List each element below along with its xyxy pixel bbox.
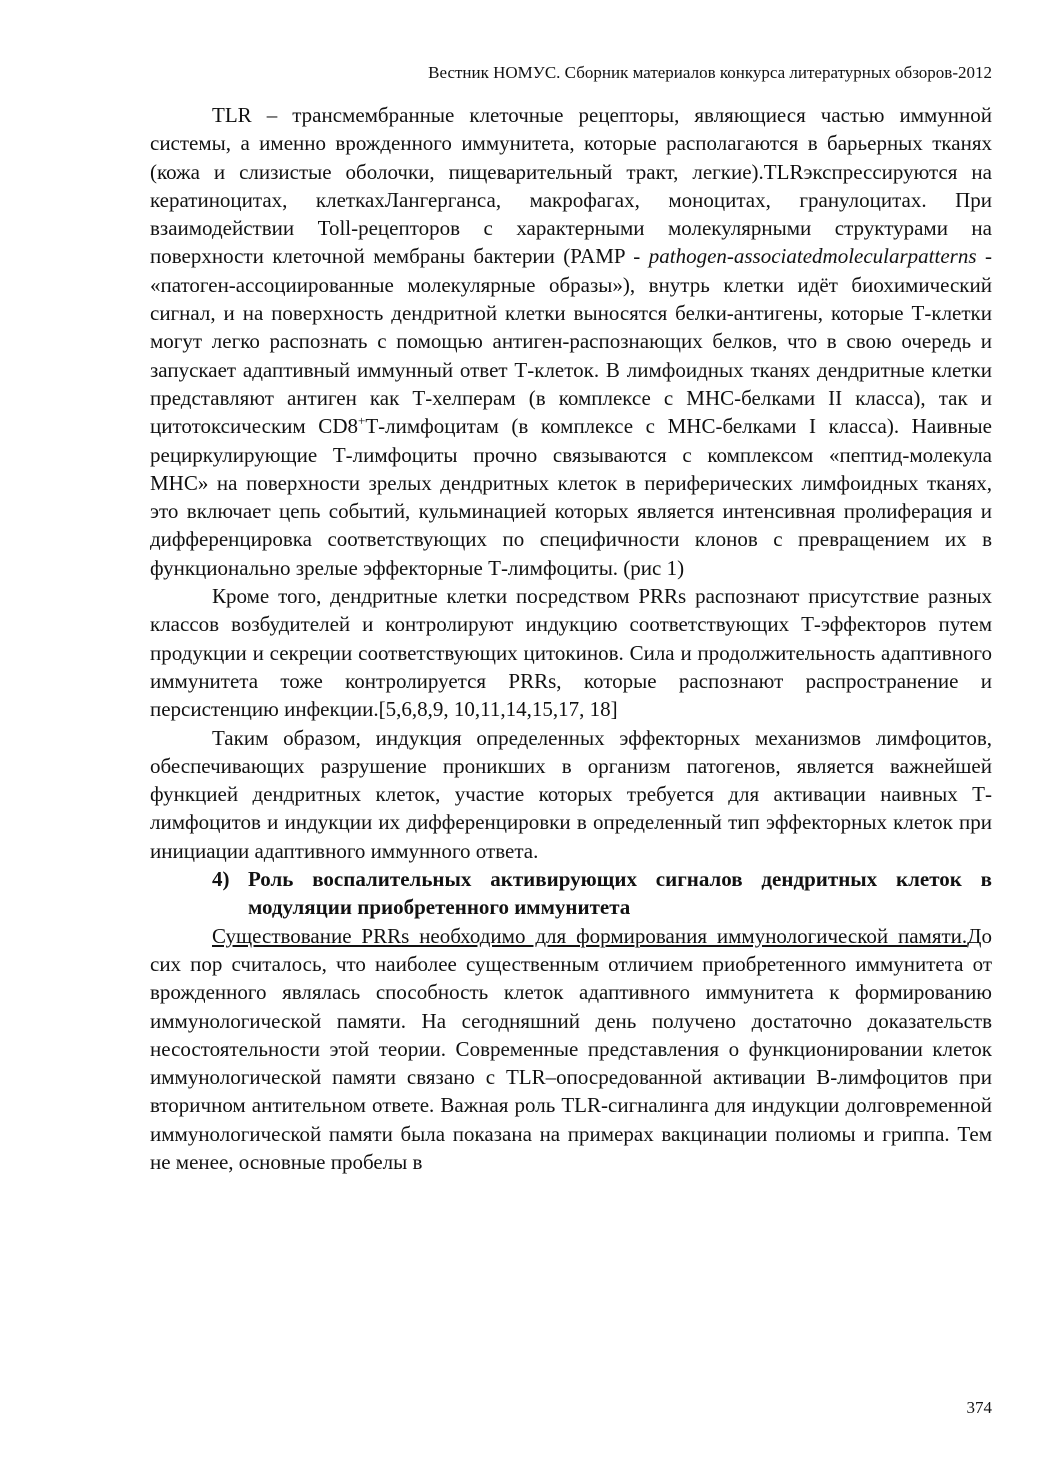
section-heading-text: Роль воспалительных активирующих сигналов дендритных клеток в модуляции приобретенного иммунитета: [248, 867, 992, 920]
paragraph-conclusion: Таким образом, индукция определенных эффекторных механизмов лимфоцитов, обеспечивающих разрушение проникших в организм патогенов, является важнейшей функцией дендритных клеток, участие которых требуется для активации наивных Т-лимфоцитов и индукции их дифференцировки в определенный тип эффекторных клеток при инициации адаптивного иммунного ответа.: [150, 725, 992, 863]
paragraph-prrs: Кроме того, дендритные клетки посредством PRRs распознают присутствие разных классов возбудителей и контролируют индукцию соответствующих Т-эффекторов путем продукции и секреции соответствующих цитокинов. Сила и продолжительность адаптивного иммунитета тоже контролируется PRRs, которые распознают распространение и персистенцию инфекции.[5,6,8,9, 10,11,14,15,17, 18]: [150, 584, 992, 722]
paragraph-tlr: [150, 101, 992, 582]
paragraph-memory: [150, 922, 992, 1177]
paragraph-tlr-italic-term: pathogen-associatedmolecularpatterns: [648, 244, 977, 269]
body-text: [150, 101, 992, 1176]
page-number: 374: [966, 1398, 992, 1417]
section-heading-number: 4): [212, 867, 230, 892]
paragraph-memory-rest: До сих пор считалось, что наиболее существенным отличием приобретенного иммунитета от врожденного являлась способность клеток адаптивного иммунитета к формированию иммунологической памяти. На сегодняшний день получено достаточно доказательств несостоятельности этой теории. Современные представления о функционировании клеток иммунологической памяти связано с TLR–опосредованной активации В-лимфоцитов при вторичном антительном ответе. Важная роль TLR-сигналинга для индукции долговременной иммунологической памяти была показана на примерах вакцинации полиомы и гриппа. Тем не менее, основные пробелы в: [150, 923, 992, 1174]
paragraph-tlr-part-b: - «патоген-ассоциированные молекулярные образы»), внутрь клетки идёт биохимический сигнал, и на поверхность дендритной клетки выносятся белки-антигены, которые Т-клетки могут легко распознать с помощью антиген-распознающих белков, что в свою очередь и запускает адаптивный иммунный ответ Т-клеток. В лимфоидных тканях дендритные клетки представляют антиген как Т-хелперам (в комплексе с МНС-белками II класса), так и цитотоксическим CD8: [150, 244, 992, 439]
paragraph-tlr-superscript: +: [357, 413, 366, 429]
paragraph-memory-underlined: Существование PRRs необходимо для формирования иммунологической памяти.: [212, 923, 968, 948]
section-heading: [150, 865, 992, 922]
paragraph-tlr-part-a: TLR – трансмембранные клеточные рецепторы, являющиеся частью иммунной системы, а именно врожденного иммунитета, которые располагаются в барьерных тканях (кожа и слизистые оболочки, пищеварительный тракт, легкие).TLRэкспрессируются на кератиноцитах, клеткахЛангерганса, макрофагах, моноцитах, гранулоцитах. При взаимодействии Toll-рецепторов с характерными молекулярными структурами на поверхности клеточной мембраны бактерии (PAMP -: [150, 103, 992, 269]
running-header: Вестник НОМУС. Сборник материалов конкурса литературных обзоров-2012: [428, 63, 992, 82]
paragraph-tlr-part-c: Т-лимфоцитам (в комплексе с МНС-белками I класса). Наивные рециркулирующие Т-лимфоциты прочно связываются с комплексом «пептид-молекула МНС» на поверхности зрелых дендритных клеток в периферических лимфоидных тканях, это включает цепь событий, кульминацией которых является интенсивная пролиферация и дифференцировка соответствующих по специфичности клонов с превращением их в функционально зрелые эффекторные Т-лимфоциты. (рис 1): [150, 414, 992, 580]
